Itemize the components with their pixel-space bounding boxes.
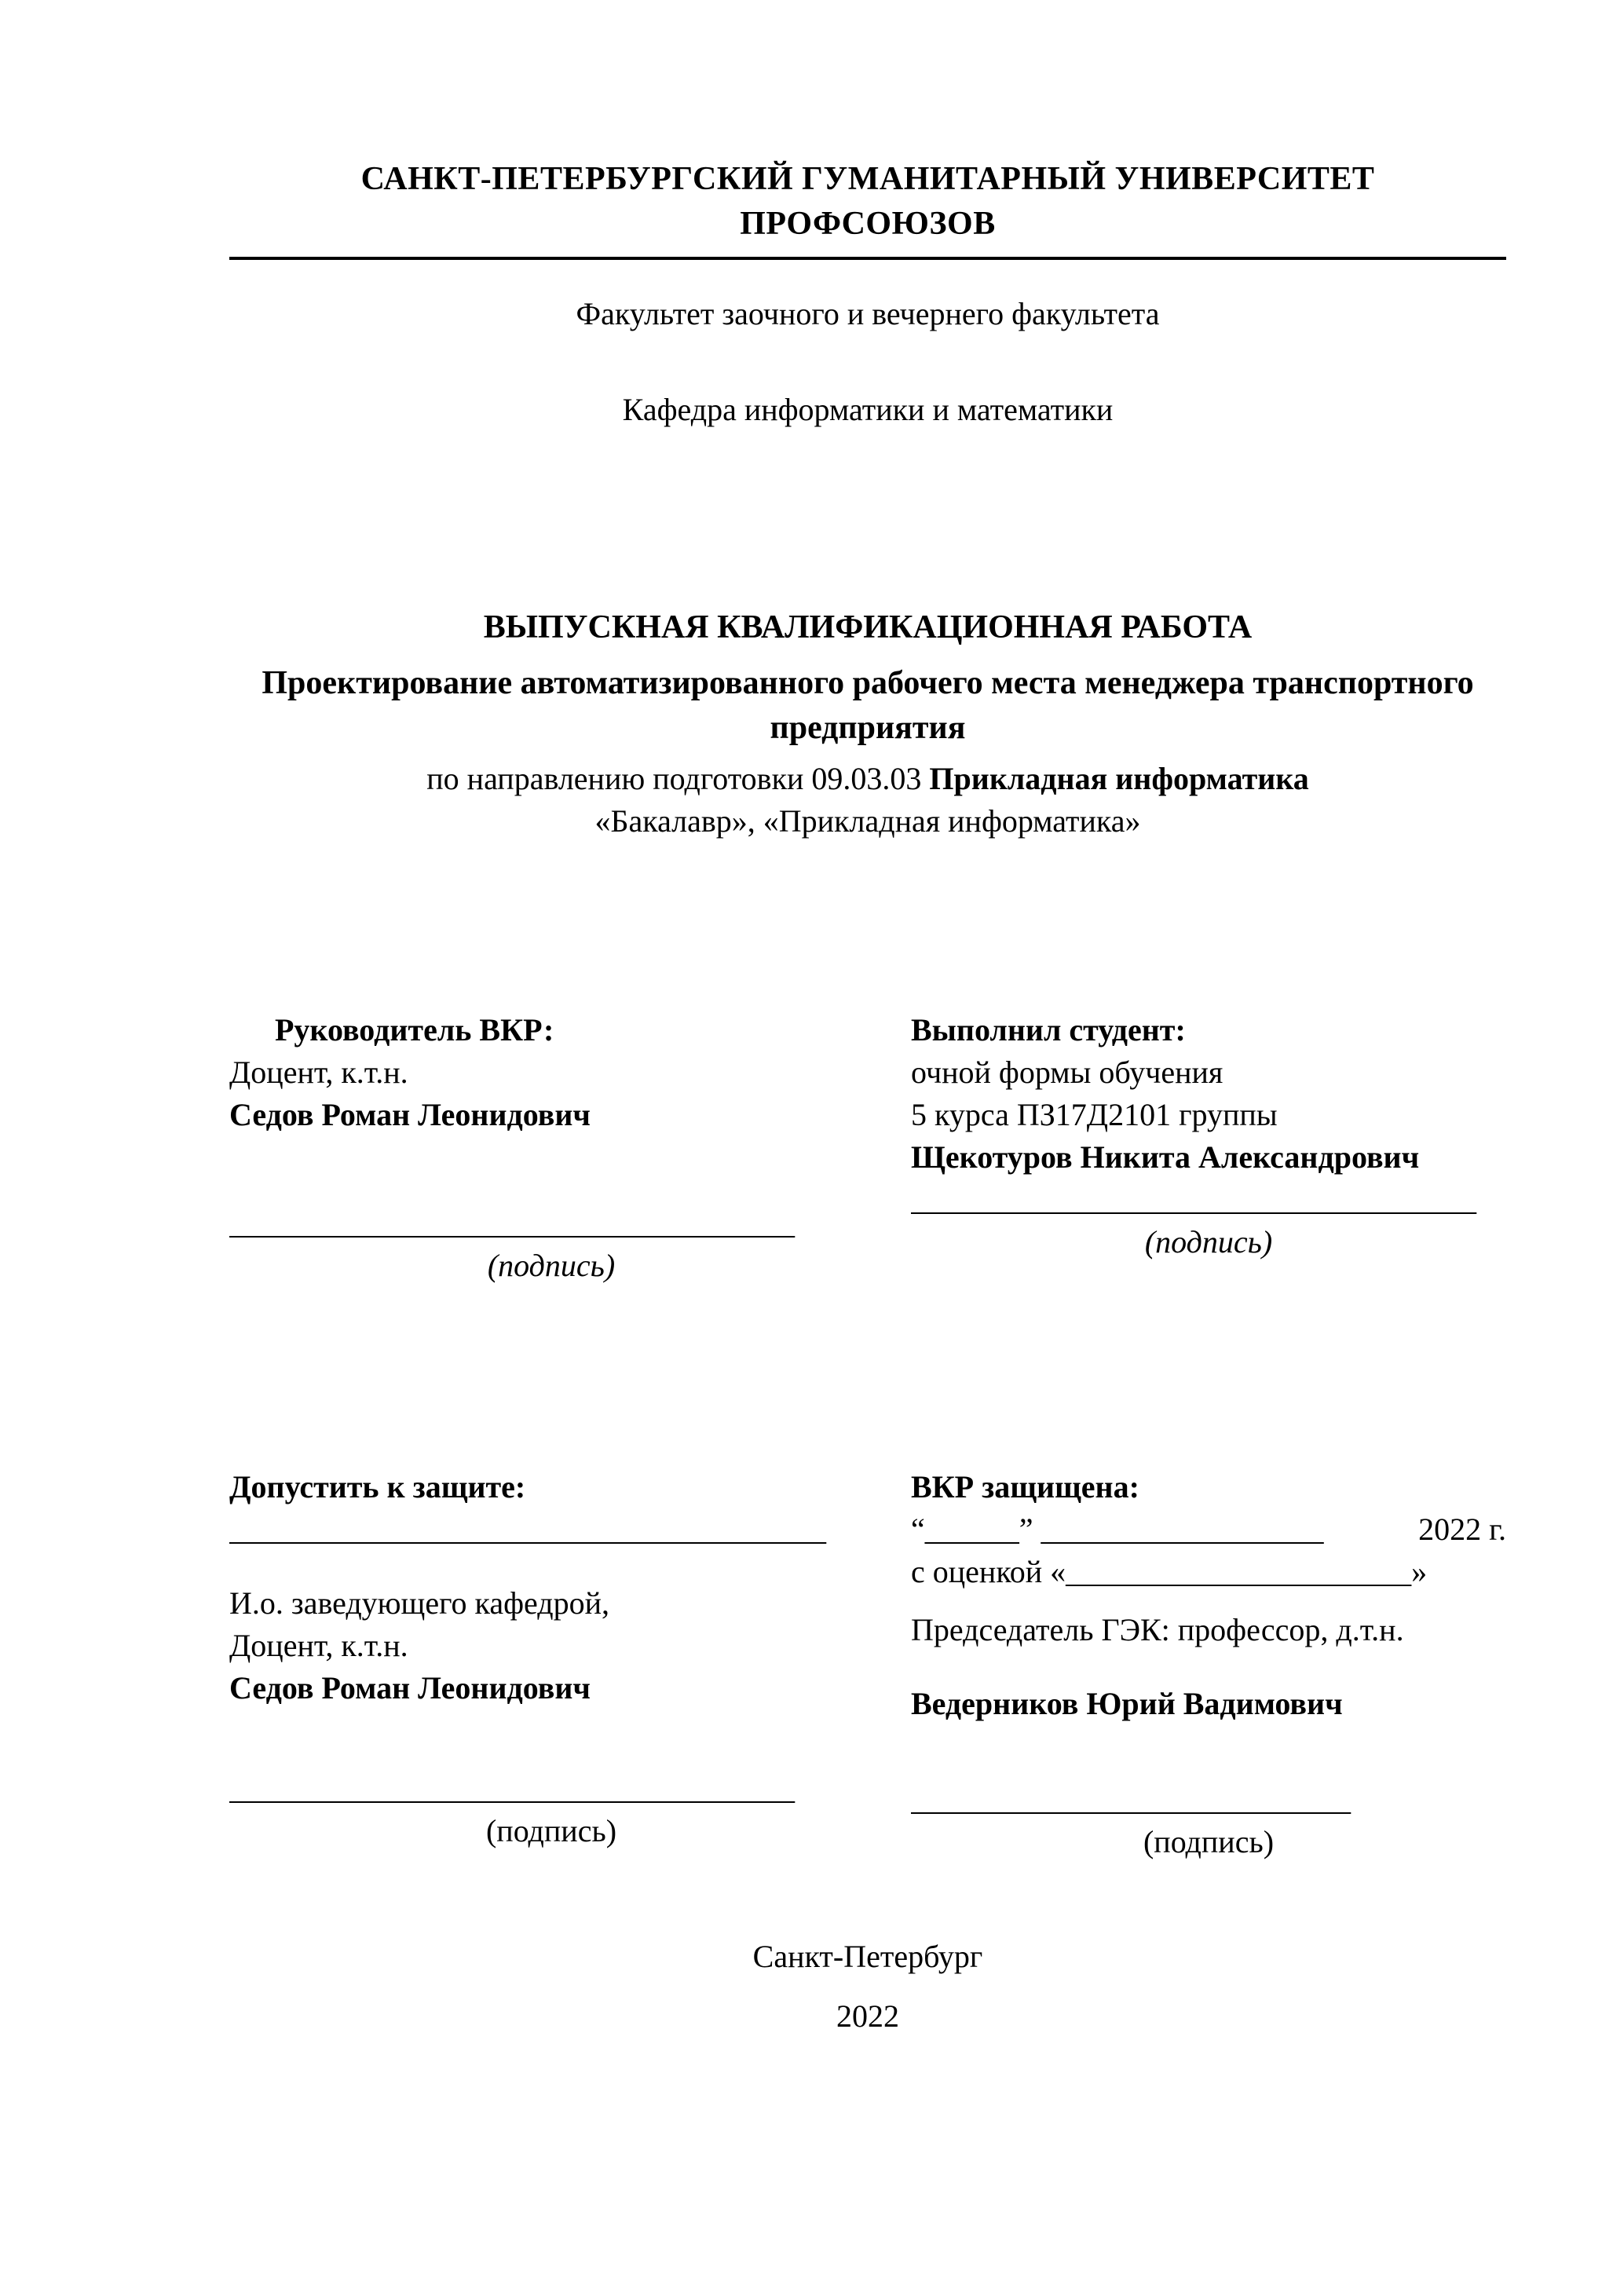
direction-program: Прикладная информатика (929, 761, 1309, 797)
qualification-line: «Бакалавр», «Прикладная информатика» (594, 803, 1141, 839)
footer-city: Санкт-Петербург (752, 1939, 983, 1975)
admission-heading: Допустить к защите: (229, 1469, 526, 1505)
thesis-title: Проектирование автоматизированного рабочего места менеджера транспортного предприятия (262, 665, 1474, 746)
university-header (229, 157, 1506, 260)
faculty-name: Факультет заочного и вечернего факультета (576, 296, 1160, 332)
supervisor-signature-line: ____________________________________ (229, 1205, 795, 1241)
university-name: САНКТ-ПЕТЕРБУРГСКИЙ ГУМАНИТАРНЫЙ УНИВЕРСИТЕТ ПРОФСОЮЗОВ (360, 161, 1375, 242)
footer-year: 2022 (836, 1998, 899, 2035)
student-signature-caption: (подпись) (1144, 1224, 1273, 1260)
chairman-title: Председатель ГЭК: профессор, д.т.н. (911, 1612, 1404, 1648)
defense-heading: ВКР защищена: (911, 1469, 1139, 1505)
student-signature-line: ____________________________________ (911, 1182, 1476, 1218)
defense-block (911, 1466, 1506, 1863)
department-name: Кафедра информатики и математики (622, 392, 1114, 428)
admission-position: И.о. заведующего кафедрой, (229, 1585, 610, 1621)
admission-signature-line: ____________________________________ (229, 1771, 795, 1807)
defense-signature-caption: (подпись) (1143, 1824, 1275, 1860)
direction-prefix: по направлению подготовки 09.03.03 (426, 761, 930, 797)
admission-signature-caption: (подпись) (485, 1813, 617, 1849)
student-name: Щекотуров Никита Александрович (911, 1139, 1420, 1175)
admission-line: ______________________________________ (229, 1512, 826, 1548)
signatures-section-1 (229, 1009, 1506, 1287)
student-heading: Выполнил студент: (911, 1012, 1186, 1048)
student-block (911, 1009, 1506, 1287)
defense-grade-line: с оценкой «______________________» (911, 1554, 1428, 1590)
defense-year: 2022 г. (1418, 1512, 1506, 1548)
student-study-form: очной формы обучения (911, 1055, 1223, 1091)
supervisor-block (229, 1009, 911, 1287)
supervisor-degree: Доцент, к.т.н. (229, 1055, 408, 1091)
work-type-heading: ВЫПУСКНАЯ КВАЛИФИКАЦИОННАЯ РАБОТА (483, 609, 1253, 646)
supervisor-name: Седов Роман Леонидович (229, 1097, 591, 1133)
signatures-section-2 (229, 1466, 1506, 1863)
admission-name: Седов Роман Леонидович (229, 1670, 591, 1706)
chairman-name: Ведерников Юрий Вадимович (911, 1686, 1343, 1722)
defense-date-row (911, 1508, 1506, 1551)
defense-date-line: “______” __________________ (911, 1512, 1324, 1548)
supervisor-signature-caption: (подпись) (487, 1248, 616, 1284)
admission-degree: Доцент, к.т.н. (229, 1628, 408, 1664)
defense-signature-line: ____________________________ (911, 1782, 1351, 1818)
admission-block (229, 1466, 911, 1863)
supervisor-heading: Руководитель ВКР: (275, 1012, 554, 1048)
direction-line (229, 758, 1506, 800)
student-group: 5 курса ПЗ17Д2101 группы (911, 1097, 1278, 1133)
